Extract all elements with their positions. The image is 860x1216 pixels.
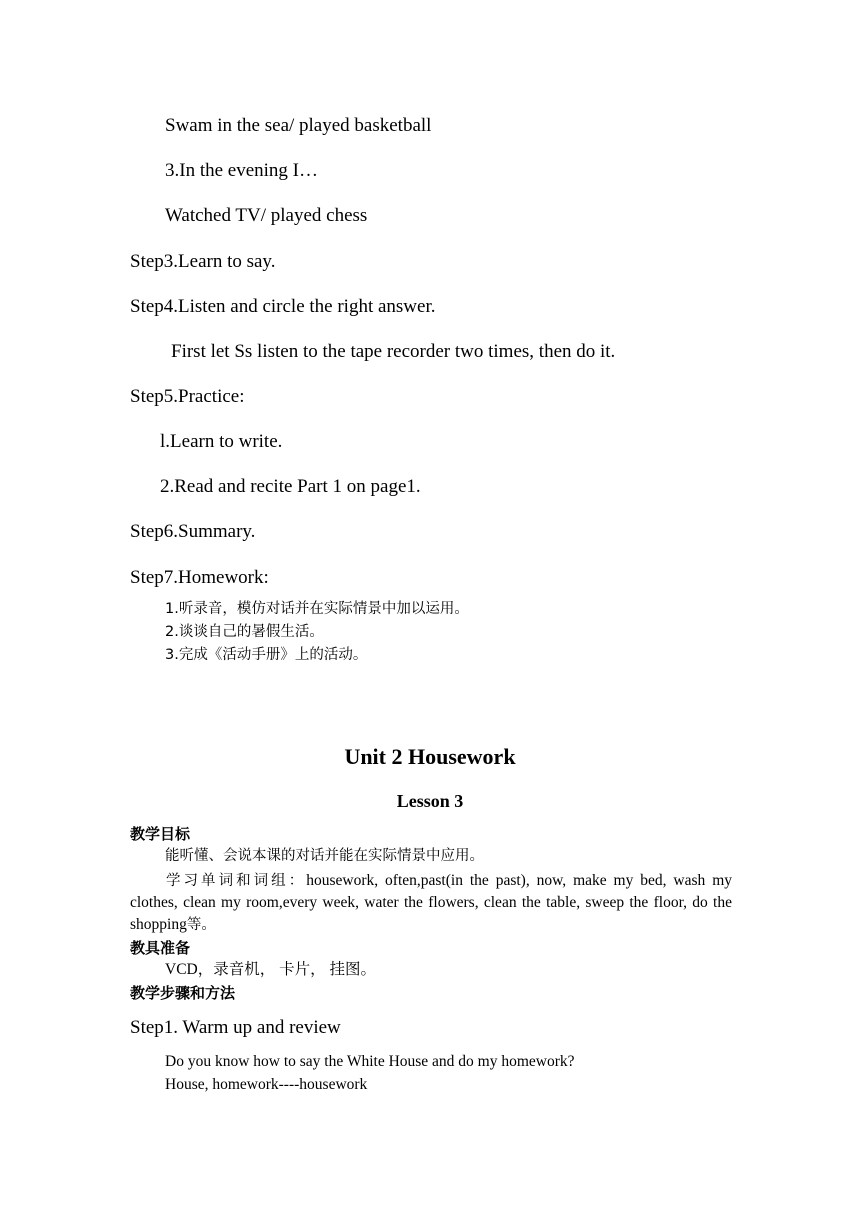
step4-heading: Step4.Listen and circle the right answer. — [130, 296, 436, 317]
procedure-line-1: Do you know how to say the White House and do my homework? — [165, 1053, 575, 1070]
item3-prompt: 3.In the evening I… — [165, 160, 319, 181]
step7-heading: Step7.Homework: — [130, 567, 269, 588]
item2-answer: Swam in the sea/ played basketball — [165, 115, 432, 136]
vocabulary-list: housework, often,past(in the past), now, make my bed, wash my clothes, clean my room,every week, water the flowers, clean the table, sweep the floor, do the shopping — [130, 872, 732, 933]
step3-heading: Step3.Learn to say. — [130, 251, 276, 272]
materials-heading: 教具准备 — [130, 939, 191, 957]
step5-item-1: l.Learn to write. — [160, 431, 283, 452]
step5-item-2: 2.Read and recite Part 1 on page1. — [160, 476, 421, 497]
unit-title: Unit 2 Housework — [344, 744, 516, 769]
objectives-heading: 教学目标 — [130, 825, 191, 843]
step6-heading: Step6.Summary. — [130, 521, 256, 542]
step5-heading: Step5.Practice: — [130, 386, 245, 407]
objectives-vocabulary-paragraph — [130, 870, 732, 936]
homework-item-3: 3.完成《活动手册》上的活动。 — [165, 647, 368, 663]
objectives-line-1: 能听懂、会说本课的对话并能在实际情景中应用。 — [165, 848, 484, 864]
lesson-title: Lesson 3 — [396, 791, 464, 811]
vocabulary-suffix: 等。 — [186, 917, 216, 933]
procedure-line-2: House, homework----housework — [165, 1076, 368, 1093]
procedure-step1-heading: Step1. Warm up and review — [130, 1017, 341, 1038]
materials-text: VCD，录音机， 卡片， 挂图。 — [165, 961, 376, 978]
procedure-heading: 教学步骤和方法 — [130, 984, 236, 1002]
homework-item-2: 2.谈谈自己的暑假生活。 — [165, 624, 324, 640]
vocabulary-prefix: 学习单词和词组： — [166, 873, 307, 889]
item3-answer: Watched TV/ played chess — [165, 205, 368, 226]
homework-item-1: 1.听录音，模仿对话并在实际情景中加以运用。 — [165, 601, 469, 617]
step4-detail: First let Ss listen to the tape recorder two times, then do it. — [171, 341, 616, 362]
